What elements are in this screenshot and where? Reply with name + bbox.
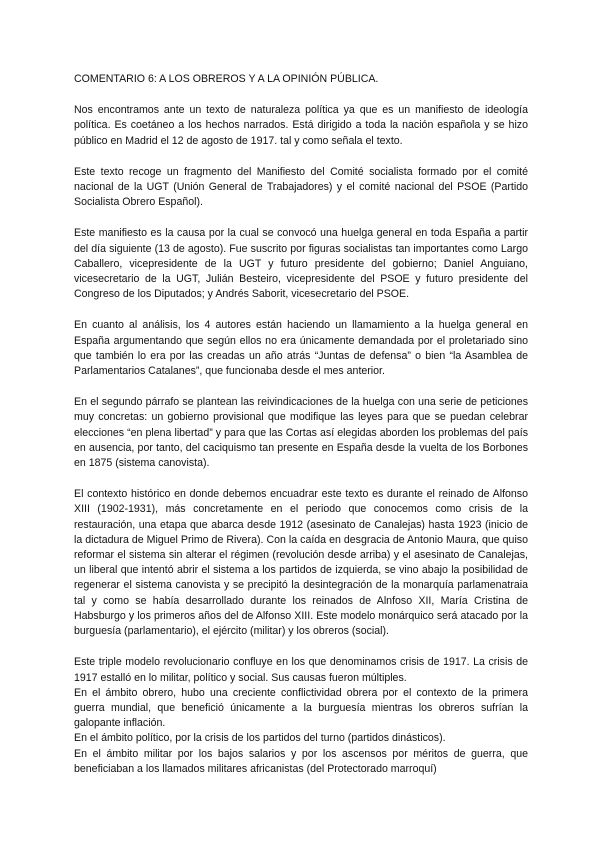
- paragraph-context: El contexto histórico en donde debemos encuadrar este texto es durante el reinado de Alfonso XIII (1902-1931), más concretamente en el periodo que conocemos como crisis de la restauración, una etapa que abarca desde 1912 (asesinato de Canalejas) hasta 1923 (inicio de la dictadura de Miguel Primo de Rivera). Con la caída en desgracia de Antonio Maura, que quiso reformar el sistema sin alterar el régimen (revolución desde arriba) y el asesinato de Canalejas, un liberal que intentó abrir el sistema a los partidos de izquierda, se vino abajo la posibilidad de regenerar el sistema canovista y se precipitó la desintegración de la monarquía parlamenatraia tal y como se había desarrollado durante los reinados de Alnfoso XII, María Cristina de Habsburgo y los primeros años del de Alfonso XIII. Este modelo monárquico será atacado por la burguesía (parlamentario), el ejército (militar) y los obreros (social).: [74, 488, 528, 638]
- crisis-line-obrero: En el ámbito obrero, hubo una creciente conflictividad obrera por el contexto de la primera guerra mundial, que benefició únicamente a la burguesía mientras los obreros sufrían la galopante inflación.: [74, 686, 528, 730]
- crisis-line-militar: En el ámbito militar por los bajos salarios y por los ascensos por méritos de guerra, que beneficiaban a los llamados militares africanistas (del Protectorado marroquí): [74, 747, 528, 775]
- crisis-line-politico: En el ámbito político, por la crisis de los partidos del turno (partidos dinásticos).: [74, 732, 446, 745]
- document-body: [74, 72, 528, 777]
- paragraph-authors: Este manifiesto es la causa por la cual se convocó una huelga general en toda España a partir del día siguiente (13 de agosto). Fue suscrito por figuras socialistas tan importantes como Largo Caballero, vicepresidente de la UGT y futuro presidente del gobierno; Daniel Anguiano, vicesecretario de la UGT, Julián Besteiro, vicepresidente del PSOE y futuro presidente del Congreso de los Diputados; y Andrés Saborit, vicesecretario del PSOE.: [74, 227, 528, 301]
- paragraph-intro: Nos encontramos ante un texto de naturaleza política ya que es un manifiesto de ideología política. Es coetáneo a los hechos narrados. Está dirigido a toda la nación española y se hizo público en Madrid el 12 de agosto de 1917. tal y como señala el texto.: [74, 104, 528, 147]
- paragraph-crisis-1917: [74, 655, 528, 777]
- crisis-line-intro: Este triple modelo revolucionario confluye en los que denominamos crisis de 1917. La crisis de 1917 estalló en lo militar, político y social. Sus causas fueron múltiples.: [74, 656, 528, 684]
- paragraph-demands: En el segundo párrafo se plantean las reivindicaciones de la huelga con una serie de peticiones muy concretas: un gobierno provisional que modifique las leyes para que se puedan celebrar elecciones “en plena libertad” y para que las Cortas así elegidas aborden los problemas del país en ausencia, por tanto, del caciquismo tan presente en España desde la vuelta de los Borbones en 1875 (sistema canovista).: [74, 396, 528, 470]
- paragraph-source: Este texto recoge un fragmento del Manifiesto del Comité socialista formado por el comité nacional de la UGT (Unión General de Trabajadores) y el comité nacional del PSOE (Partido Socialista Obrero Español).: [74, 165, 528, 209]
- document-title: COMENTARIO 6: A LOS OBREROS Y A LA OPINIÓN PÚBLICA.: [74, 73, 379, 85]
- paragraph-analysis: En cuanto al análisis, los 4 autores están haciendo un llamamiento a la huelga general en España argumentando que según ellos no era únicamente demandada por el proletariado sino que también lo era por las creadas un año atrás “Juntas de defensa” o bien “la Asamblea de Parlamentarios Catalanes”, que funcionaba desde el mes anterior.: [74, 319, 528, 378]
